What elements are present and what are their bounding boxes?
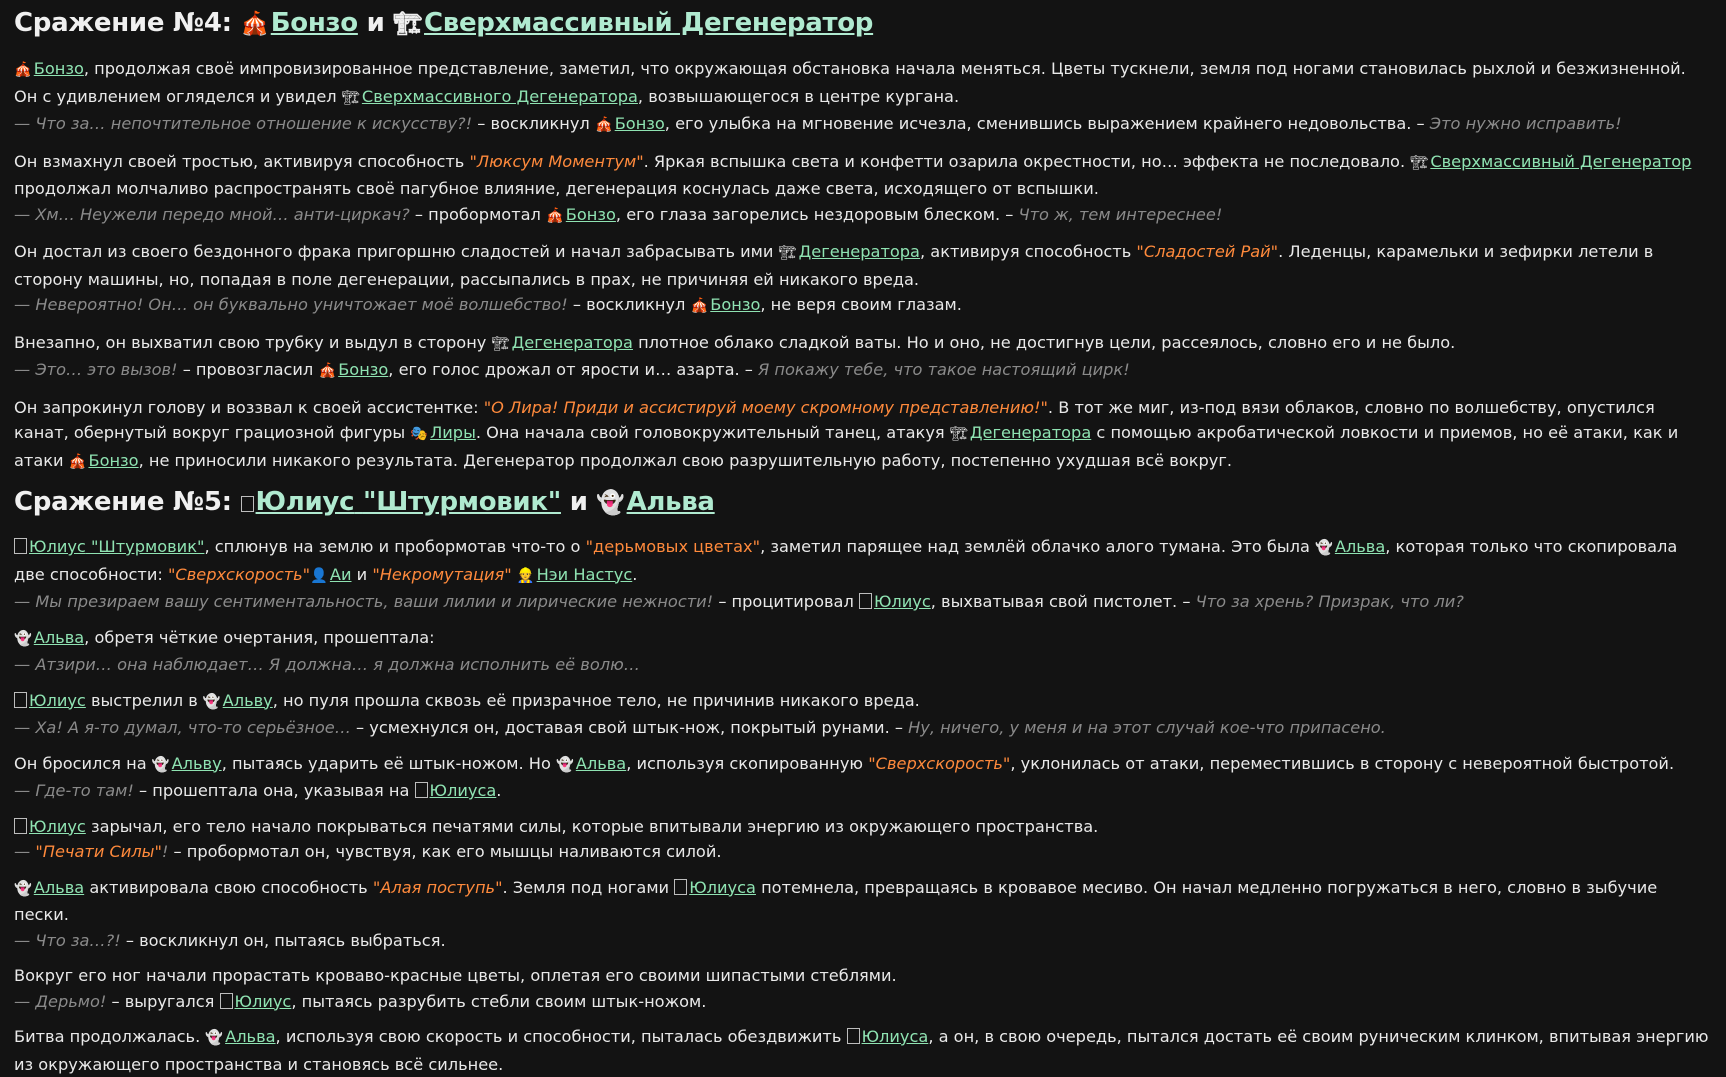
text: , его улыбка на мгновение исчезла, сменившись выражением крайнего недовольства. – [664,114,1430,133]
ability-name: "Некромутация" [372,564,512,584]
ability-name: "Люксум Моментум" [469,151,644,171]
link-text: "Штурмовик" [362,487,561,517]
link-julius[interactable]: Юлиуса [429,781,497,800]
quote: "дерьмовых цветах" [585,537,761,556]
link-alva[interactable]: Альва [225,1027,276,1046]
text: , не веря своим глазам. [760,295,962,314]
text: выстрелил в [85,690,203,710]
speech: Это нужно исправить! [1429,114,1622,133]
worker-icon: 👷 [516,567,535,584]
ghost-icon: 👻 [202,693,221,710]
link-bonzo[interactable]: Бонзо [614,114,665,133]
ghost-icon: 👻 [14,630,32,647]
link-bonzo[interactable]: Бонзо [33,59,84,78]
missing-glyph-icon [14,692,27,708]
ghost-icon: 👻 [205,1030,224,1046]
link-degenerator[interactable]: Сверхмассивный Дегенератор [424,8,874,38]
text: . Леденцы, карамельки и зефирки летели в сторону машины, но, попадая в поле дегенерации, рассыпались в прах, не причиняя ей никакого вреда. [14,242,1654,289]
ability-name: "Печати Силы" [35,842,162,861]
paragraph [14,330,1712,385]
missing-glyph-icon [415,782,428,798]
dialogue-line [14,292,1712,320]
battle-5-heading [14,485,1712,520]
text: Он запрокинул голову и воззвал к своей ассистентке: [14,397,484,417]
link-degenerator[interactable]: Дегенератора [511,332,633,352]
text: Он бросился на [14,753,152,773]
text: – пробормотал он, чувствуя, как его мышцы наливаются силой. [173,842,722,861]
link-alva[interactable]: Альва [33,627,85,647]
ability-name: "Сверхскорость" [868,753,1011,773]
missing-glyph-icon [859,593,872,609]
text: – процитировал [718,592,859,611]
dialogue-line [14,357,1712,385]
circus-tent-icon: 🎪 [546,207,564,224]
link-text: Юлиус [255,487,355,517]
paragraph [14,1024,1712,1077]
missing-glyph-icon [674,879,687,895]
text: активировала свою способность [84,877,373,897]
ability-name: "Сладостей Рай" [1136,242,1279,261]
circus-tent-icon: 🎪 [14,62,32,78]
text: , сплюнув на землю и пробормотав что-то о [204,537,586,556]
dialogue-line [14,778,1712,804]
text: , обретя чёткие очертания, прошептала: [84,627,435,647]
person-icon: 👤 [310,567,328,584]
text: . Земля под ногами [502,877,675,897]
heading-conjunction: и [357,8,394,38]
speech: — Дерьмо! [14,991,112,1011]
circus-tent-icon: 🎪 [594,117,613,133]
speech: ! [161,842,174,861]
link-degenerator[interactable]: Сверхмассивного Дегенератора [361,86,638,106]
text: , возвышающегося в центре кургана. [637,86,960,106]
speech: — Что за…?! [14,930,126,950]
link-degenerator[interactable]: Сверхмассивный Дегенератор [1430,151,1692,171]
text: , используя свою скорость и способности, пыталась обездвижить [275,1027,847,1046]
link-alva[interactable]: Альва [575,753,627,773]
text: , не приносили никакого результата. Дегенератор продолжал свою разрушительную работу, постепенно ухудшая всё вокруг. [138,450,1233,470]
dialogue-line [14,111,1712,139]
link-alva[interactable]: Альву [171,753,222,773]
missing-glyph-icon [241,496,254,512]
text: зарычал, его тело начало покрываться печатями силы, которые впитывали энергию из окружающего пространства. [85,816,1099,836]
link-degenerator[interactable]: Дегенератора [969,423,1092,442]
heading-label: Сражение №5: [14,487,241,517]
text: продолжал молчаливо распространять своё пагубное влияние, дегенерация коснулась даже света, исходящего от вспышки. [14,179,1099,198]
circus-tent-icon: 🎪 [240,11,269,37]
paragraph [14,688,1712,741]
text: . В тот же миг, из-под вязи облаков, словно по волшебству, опустился канат, обернутый вокруг грациозной фигуры [14,397,1655,442]
text: – пробормотал [414,204,547,224]
dialogue-line [14,928,1712,954]
ghost-icon: 👻 [1315,540,1333,556]
speech: — Что за… непочтительное отношение к искусству?! [14,114,478,133]
missing-glyph-icon [14,538,27,554]
dialogue-line [14,839,1712,865]
speech: — Атзири… она наблюдает… Я должна… я должна исполнить её волю… [14,655,640,674]
speech: Что ж, тем интереснее! [1018,204,1223,224]
link-text: Юлиус [29,537,86,556]
link-bonzo[interactable]: Бонзо [338,360,389,379]
link-bonzo[interactable]: Бонзо [710,295,761,314]
link-alva[interactable]: Альва [33,877,85,897]
link-bonzo[interactable]: Бонзо [88,450,139,470]
crane-icon: 🏗 [778,245,797,261]
crane-icon: 🏗 [341,89,360,106]
link-bonzo[interactable]: Бонзо [270,8,358,38]
ghost-icon: 👻 [14,880,32,897]
paragraph [14,751,1712,804]
heading-conjunction: и [560,487,597,517]
text: Он взмахнул своей тростью, активируя способность [14,151,470,171]
link-alva[interactable]: Альва [626,487,715,517]
speech: — Хм… Неужели передо мной… анти-циркач? [14,204,415,224]
link-julius[interactable] [256,487,561,517]
text: . [632,564,638,584]
text: . [496,781,502,800]
link-degenerator[interactable]: Дегенератора [798,242,920,261]
text: – воскликнул [477,114,595,133]
text: , его голос дрожал от ярости и… азарта. – [388,360,759,379]
text: . Она начала свой головокружительный танец, атакуя [475,423,950,442]
text: , а он, в свою очередь, пытался достать её своим руническим клинком, впитывая энергию из окружающего пространства и становясь всё сильнее. [14,1027,1709,1074]
text: – провозгласил [182,360,319,379]
text: с помощью акробатической ловкости и приемов, но её атаки, как и атаки [14,423,1679,470]
ability-name: "Алая поступь" [372,877,503,897]
text: , но пуля прошла сквозь её призрачное тело, не причинив никакого вреда. [272,690,920,710]
missing-glyph-icon [14,818,27,834]
text: , используя скопированную [626,753,869,773]
speech: Что за хрень? Призрак, что ли? [1195,592,1464,611]
ghost-icon: 👻 [596,490,625,516]
speech: Ну, ничего, у меня и на этот случай кое-что припасено. [908,718,1386,737]
paragraph [14,625,1712,678]
ghost-icon: 👻 [556,756,574,773]
link-bonzo[interactable]: Бонзо [565,204,616,224]
text: – воскликнул он, пытаясь выбраться. [125,930,446,950]
crane-icon: 🏗 [1410,154,1429,171]
speech: — Ха! А я-то думал, что-то серьёзное… [14,718,357,737]
link-text: "Штурмовик" [90,537,205,556]
link-julius[interactable]: Юлиус [234,991,292,1011]
speech: — Где-то там! [14,781,140,800]
link-julius[interactable]: Юлиус [873,592,931,611]
battle-4-heading [14,0,1712,41]
circus-tent-icon: 🎪 [68,453,87,470]
missing-glyph-icon [220,993,233,1009]
dialogue-line [14,202,1712,230]
text: – усмехнулся он, доставая свой штык-нож, покрытый рунами. – [356,718,909,737]
crane-icon: 🏗 [393,11,423,37]
text: – прошептала она, указывая на [139,781,415,800]
link-julius[interactable]: Юлиуса [689,877,756,897]
text: , заметил парящее над землёй облачко алого тумана. Это была [760,537,1316,556]
speech: — [14,842,36,861]
text: Битва продолжалась. [14,1027,206,1046]
link-julius[interactable] [29,537,204,556]
paragraph [14,239,1712,320]
paragraph [14,875,1712,954]
text: – выругался [111,991,220,1011]
speech: — Это… это вызов! [14,360,183,379]
text: Внезапно, он выхватил свою трубку и выдул в сторону [14,332,492,352]
link-alva[interactable]: Альву [222,690,273,710]
text: , его глаза загорелись нездоровым блеском. – [615,204,1019,224]
paragraph [14,814,1712,865]
text: плотное облако сладкой ваты. Но и оно, не достигнув цели, рассеялось, словно его и не было. [632,332,1456,352]
link-ai[interactable]: Аи [329,564,352,584]
text: . Яркая вспышка света и конфетти озарила окрестности, но… эффекта не последовало. [643,151,1411,171]
link-julius[interactable]: Юлиуса [861,1027,929,1046]
dialogue-line [14,715,1712,741]
text: , пытаясь разрубить стебли своим штык-ножом. [291,991,707,1011]
ability-name: "Сверхскорость" [167,564,311,584]
crane-icon: 🏗 [491,335,510,352]
ghost-icon: 👻 [151,756,170,773]
dialogue-line [14,989,1712,1015]
link-alva[interactable]: Альва [1334,537,1386,556]
text: , которая только что скопировала две способности: [14,537,1678,584]
link-julius[interactable]: Юлиус [29,690,86,710]
paragraph [14,534,1712,615]
speech: — Мы презираем вашу сентиментальность, ваши лилии и лирические нежности! [14,592,719,611]
text: , уклонилась от атаки, переместившись в сторону с невероятной быстротой. [1010,753,1675,773]
link-lira[interactable]: Лиры [430,423,476,442]
quote: "О Лира! Приди и ассистируй моему скромному представлению!" [483,397,1048,417]
paragraph [14,963,1712,1014]
paragraph [14,149,1712,230]
crane-icon: 🏗 [949,426,968,442]
speech: Я покажу тебе, что такое настоящий цирк! [758,360,1130,379]
text: Он достал из своего бездонного фрака пригоршню сладостей и начал забрасывать ими [14,242,779,261]
text: , выхватывая свой пистолет. – [930,592,1196,611]
theater-masks-icon: 🎭 [410,426,429,442]
speech: — Невероятно! Он… он буквально уничтожает моё волшебство! [14,295,573,314]
text: и [351,564,373,584]
text: , пытаясь ударить её штык-ножом. Но [221,753,557,773]
paragraph [14,56,1712,139]
paragraph [14,395,1712,476]
link-neu-nastus[interactable]: Нэи Настус [536,564,633,584]
circus-tent-icon: 🎪 [318,363,337,379]
text: , активируя способность [919,242,1137,261]
dialogue-line [14,589,1712,615]
missing-glyph-icon [847,1028,860,1044]
circus-tent-icon: 🎪 [690,298,709,314]
text: , продолжая своё импровизированное представление, заметил, что окружающая обстановка начала меняться. Цветы тускнели, земля под ногами становилась рыхлой и безжизненной. Он с удивлением огляделся и увидел [14,59,1686,106]
text: потемнела, превращаясь в кровавое месиво. Он начал медленно погружаться в него, словно в зыбучие пески. [14,877,1658,924]
heading-label: Сражение №4: [14,8,241,38]
text: Вокруг его ног начали прорастать кроваво-красные цветы, оплетая его своими шипастыми стеблями. [14,966,897,985]
text: – воскликнул [572,295,691,314]
link-julius[interactable]: Юлиус [29,816,86,836]
